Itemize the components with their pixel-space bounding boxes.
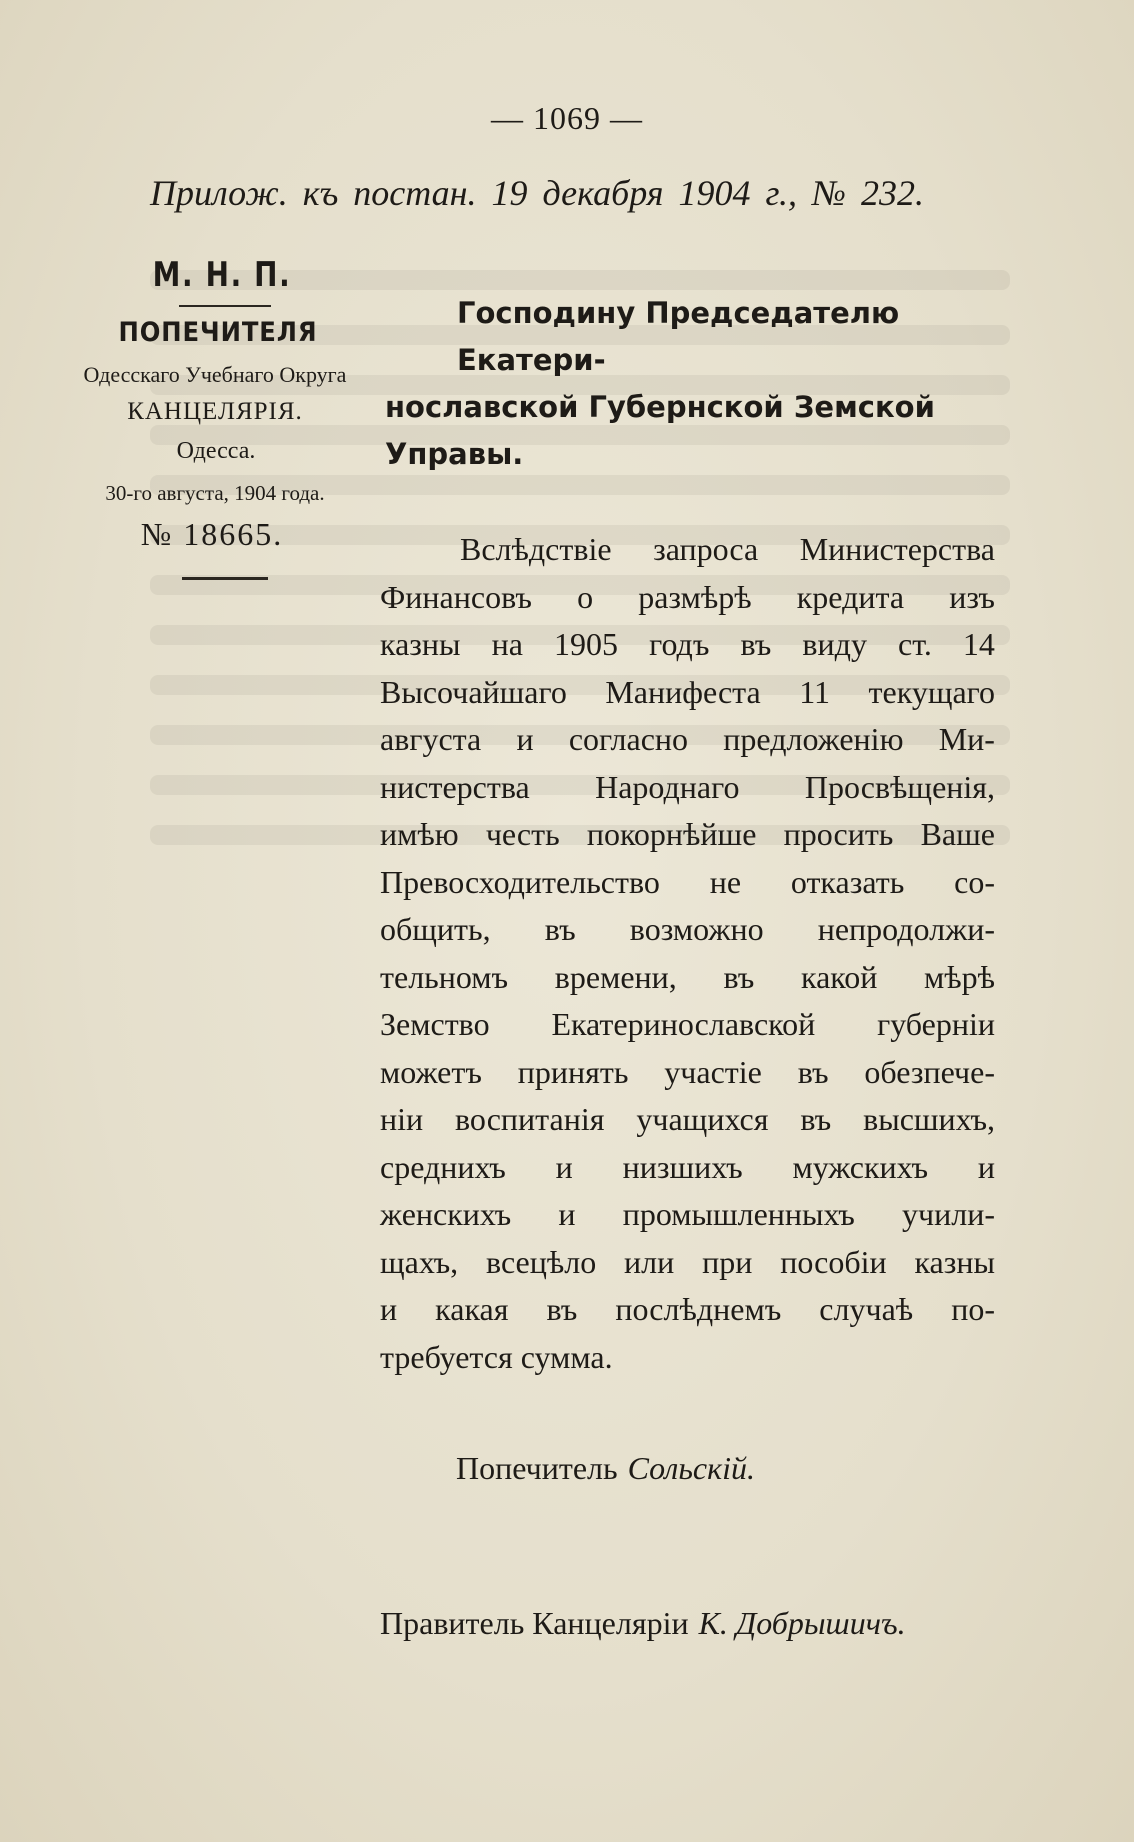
sender-block: [55, 255, 395, 580]
page-number: — 1069 —: [491, 100, 643, 136]
addressee-line: Господину Председателю Екатери-: [457, 296, 900, 377]
signature-title: Правитель Канцеляріи: [380, 1605, 689, 1641]
addressee-line: нославской Губернской Земской Управы.: [385, 390, 935, 471]
body-line: Земство Екатеринославской губерніи: [380, 1006, 995, 1042]
body-line: августа и согласно предложенію Ми-: [380, 721, 995, 757]
city: Одесса.: [176, 438, 256, 464]
body-line: и какая въ послѣднемъ случаѣ по-: [380, 1291, 995, 1327]
body-line: женскихъ и промышленныхъ учили-: [380, 1196, 995, 1232]
body-line: имѣю честь покорнѣйше просить Ваше: [380, 816, 995, 852]
addressee-block: [385, 290, 995, 478]
body-line: Вслѣдствіе запроса Министерства: [460, 531, 995, 567]
trustee-heading: ПОПЕЧИТЕЛЯ: [118, 317, 318, 348]
signature-name: К. Добрышичъ.: [698, 1605, 906, 1641]
letter-date: 30-го августа, 1904 года.: [105, 481, 325, 505]
body-line: среднихъ и низшихъ мужскихъ и: [380, 1148, 995, 1185]
body-line: тельномъ времени, въ какой мѣрѣ: [380, 958, 995, 995]
chancellery-head-signature: [380, 1605, 906, 1642]
appendix-reference: Прилож. къ постан. 19 декабря 1904 г., № 232.: [150, 173, 924, 213]
educational-district: Одесскаго Учебнаго Округа: [83, 362, 347, 387]
body-line: можетъ принять участіе въ обезпече-: [380, 1053, 995, 1090]
body-line: требуется сумма.: [380, 1338, 613, 1375]
letter-body: [380, 526, 995, 1381]
signature-name: Сольскій.: [627, 1450, 755, 1486]
body-line: общить, въ возможно непродолжи-: [380, 911, 995, 947]
ministry-abbreviation: М. Н. П.: [152, 255, 292, 295]
body-line: нистерства Народнаго Просвѣщенія,: [380, 768, 995, 805]
reference-number: № 18665.: [140, 516, 284, 552]
body-line: Превосходительство не отказать со-: [380, 863, 995, 900]
body-line: ніи воспитанія учащихся въ высшихъ,: [380, 1101, 995, 1137]
body-line: казны на 1905 годъ въ виду ст. 14: [380, 626, 995, 662]
divider: [182, 577, 268, 580]
chancellery-heading: КАНЦЕЛЯРІЯ.: [127, 398, 303, 425]
body-line: щахъ, всецѣло или при пособіи казны: [380, 1243, 995, 1280]
signature-title: Попечитель: [456, 1450, 618, 1486]
divider: [179, 305, 271, 307]
body-line: Высочайшаго Манифеста 11 текущаго: [380, 673, 995, 710]
trustee-signature: [456, 1450, 755, 1487]
body-line: Финансовъ о размѣрѣ кредита изъ: [380, 578, 995, 615]
